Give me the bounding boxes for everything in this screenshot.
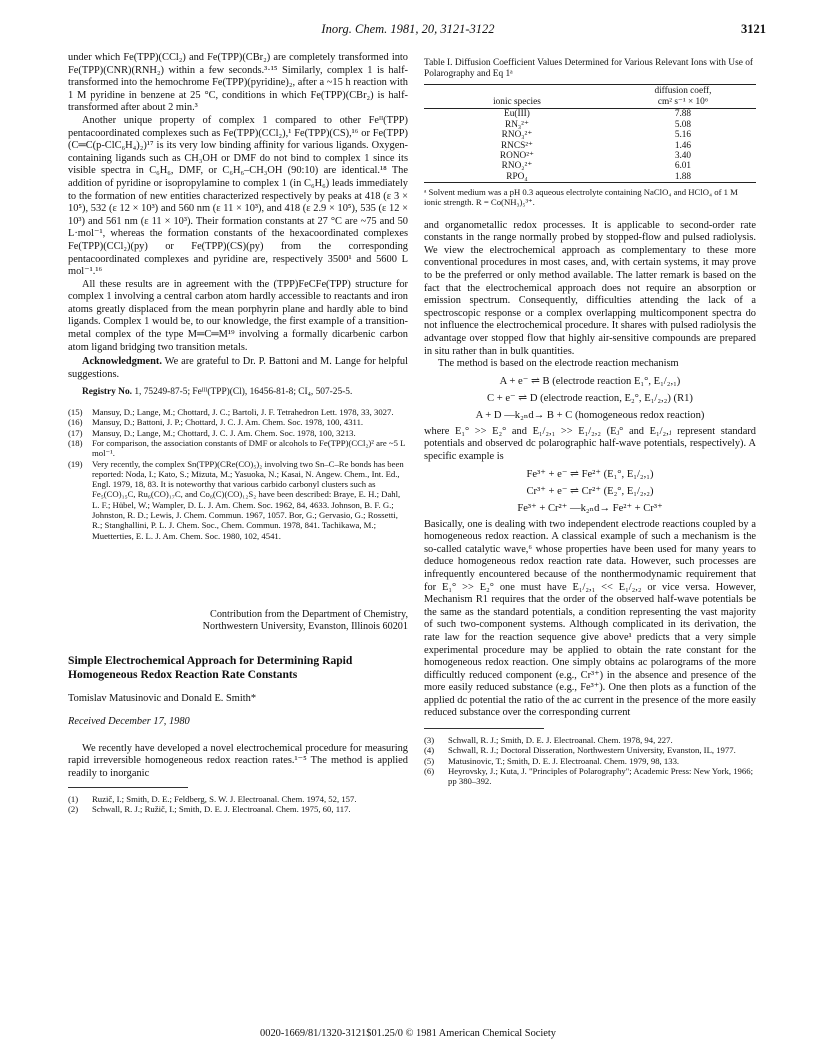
table-cell-value: 5.08 bbox=[674, 119, 692, 130]
table-body bbox=[424, 109, 756, 183]
intro-paragraph: We recently have developed a novel electrochemical procedure for measuring rapid irreversible homogeneous redox reaction rates.¹⁻⁵ The method is applied readily to inorganic bbox=[68, 742, 408, 780]
reference-item: (17) Mansuy, D.; Lange, M.; Chottard, J. C. J. Am. Chem. Soc. 1978, 100, 3213. bbox=[68, 427, 356, 438]
paragraph: under which Fe(TPP)(CCl₂) and Fe(TPP)(CBr₂) are completely transformed into Fe(TPP)(CNR)(RNH₂) within a few seconds.³·¹⁵ Similarly, complex 1 is half-transformed into the hemochrome Fe(TPP)(pyridine)₂, after a ~15 h reaction with 1 M pyridine in benzene at 25 °C, conditions in which Fe(TPP)(CBr₂) is half-transformed after about 2 min.³ bbox=[68, 52, 408, 114]
paragraph: The method is based on the electrode reaction mechanism bbox=[438, 358, 679, 370]
registry-numbers bbox=[68, 386, 408, 399]
running-header bbox=[0, 22, 816, 40]
left-column bbox=[68, 52, 408, 814]
table-cell-species: RONO²⁺ bbox=[499, 151, 534, 162]
received-date: Received December 17, 1980 bbox=[68, 716, 190, 728]
paragraph: All these results are in agreement with the (TPP)FeCFe(TPP) structure for complex 1 involving a central carbon atom hardly accessible to reactants and iron atoms greatly displaced from the mean porphyrin plane and hardly able to bind ligands. Complex 1 would be, to our knowledge, the first example of a transition-metal complex of the type M═C═M¹⁹ involving a formally dicarbenic carbon atom ligand bridging two transition metals. bbox=[68, 278, 408, 353]
reference-item: (19) Very recently, the complex Sn(TPP)(CRe(CO)₅)₂ involving two Sn–C–Re bonds has been reported: Noda, I.; Kato, S.; Mizuta, M.; Yasuoka, N.; Kasai, N. Angew. Chem., Int. Ed., Engl. 1979, 18, 83. It is noteworthy that various carbido carbonyl clusters such as Fe₅(CO)₁₅C, Ru₆(CO)₁₇C, and Co₆(C)(CO)₁₂S₂ have been described: Braye, E. H.; Dahl, L. F.; Hübel, W.; Wampler, D. L. J. Am. Chem. Soc. 1962, 84, 4633. Johnson, B. F. G.; Johnston, R. D.; Lewis, J. Chem. Commun. 1967, 1057. Bor, G.; Gervasio, G.; Rossetti, R.; Stanghallini, P. L. J. Chem. Soc., Chem. Commun. 1978, 841. Tachikawa, M.; Muetterties, E. L. J. Am. Chem. Soc. 1980, 102, 4541. bbox=[68, 458, 404, 541]
table-row bbox=[424, 172, 756, 183]
journal-citation: Inorg. Chem. 1981, 20, 3121-3122 bbox=[321, 22, 495, 36]
right-column bbox=[424, 58, 756, 787]
reference-list bbox=[68, 407, 408, 541]
table-footnote: ᵃ Solvent medium was a pH 0.3 aqueous electrolyte containing NaClO₄ and HClO₄ of 1 M ionic strength. R = Co(NH₃)₅³⁺. bbox=[424, 187, 738, 208]
footnote-references bbox=[424, 735, 756, 786]
table-cell-species: RN₃²⁺ bbox=[505, 119, 529, 130]
table-cell-value: 7.88 bbox=[674, 109, 692, 120]
page-number: 3121 bbox=[741, 22, 766, 36]
table-cell-species: RPO₄ bbox=[506, 171, 528, 182]
copyright-footer: 0020-1669/81/1320-3121$01.25/0 © 1981 American Chemical Society bbox=[260, 1028, 556, 1039]
paragraph: and organometallic redox processes. It is applicable to second-order rate constants in the range normally probed by stopped-flow and pulsed radiolysis. We view the electrochemical approach as complementary to these more conventional procedures in most cases, and, with certain systems, it may prove to be the preferred or only method available. The latter remark is based on the fact that the electrochemical approach does not require an absorption or emission spectrum. Consequently, difficulties attending the lack of a spectroscopic response or a complex overlapping multicomponent spectra do not influence the electrochemical procedure. It shares with pulsed radiolysis the advantage over stopped flow that highly air-sensitive compounds are prepared in situ rather than in bulk quantities. bbox=[424, 219, 756, 357]
table-row bbox=[424, 161, 756, 171]
table-cell-value: 3.40 bbox=[674, 151, 692, 162]
acknowledgment bbox=[68, 356, 408, 381]
equation: A + D —k₂ₙd→ B + C (homogeneous redox reaction) bbox=[475, 409, 705, 421]
table-row bbox=[424, 151, 756, 161]
paragraph: where E₁° >> E₂° and E₁/₂,₁ >> E₁/₂,₂ (Eⱼ° and E₁/₂,ⱼ represent standard potentials and observed dc polarographic half-wave potentials, respectively). A specific example is bbox=[424, 425, 756, 462]
paragraph: Basically, one is dealing with two independent electrode reactions coupled by a homogeneous redox reaction. A classical example of such a mechanism is the so-called catalytic wave,⁶ whose properties have been used for many years to deduce homogeneous redox reaction rate data. However, such processes are infrequently encountered because of the nonthermodynamic requirement that for E₁° >> E₂° one must have E₁/₂,₁ << E₁/₂,₂ or vice versa. However, Mechanism R1 requires that the order of the observed half-wave potentials be the same as the standard potentials, a condition representing the vast majority of such two-component systems. Although complicated in its derivation, the rate law for the reaction sequence give above¹ predicts that a very simple experimental procedure may be applied to obtain the rate constant for the homogeneous redox reaction. One simply obtains ac polarograms of the more difficultly reduced component (e.g., Cr³⁺) in the absence and presence of the more easily reduced substance (e.g., Fe³⁺). One then plots as a function of the applied dc potential the ratio of the ac current in the presence of the more easily reduced substance over the corresponding current bbox=[424, 518, 756, 719]
reference-item: (1) Ruzič, I.; Smith, D. E.; Feldberg, S. W. J. Electroanal. Chem. 1974, 52, 157. bbox=[68, 793, 357, 804]
table-cell-species: RNCS²⁺ bbox=[500, 140, 533, 151]
reference-item: (2) Schwall, R. J.; Ružič, I.; Smith, D. E. J. Electroanal. Chem. 1975, 60, 117. bbox=[68, 803, 351, 814]
table-cell-species: RNO₃²⁺ bbox=[501, 130, 533, 141]
table-cell-species: RNO₂²⁺ bbox=[501, 161, 533, 172]
article-title: Simple Electrochemical Approach for Determining Rapid Homogeneous Redox Reaction Rate Constants bbox=[68, 654, 353, 681]
table-caption: Table I. Diffusion Coefficient Values Determined for Various Relevant Ions with Use of Polarography and Eq 1ᵃ bbox=[424, 58, 754, 80]
registry-text: 1, 75249-87-5; Feᴵᴵᴵ(TPP)(Cl), 16456-81-8; CI₄, 507-25-5. bbox=[132, 387, 353, 398]
table-header-coeff: diffusion coeff, cm² s⁻¹ × 10⁶ bbox=[654, 86, 712, 107]
diffusion-table bbox=[424, 84, 756, 183]
reference-item: (3) Schwall, R. J.; Smith, D. E. J. Electroanal. Chem. 1978, 94, 227. bbox=[424, 735, 673, 746]
table-row bbox=[424, 109, 756, 120]
footnote-divider bbox=[424, 728, 544, 729]
equation: Fe³⁺ + e⁻ ⇌ Fe²⁺ (E₁°, E₁/₂,₁) bbox=[526, 468, 654, 480]
table-cell-value: 5.16 bbox=[674, 130, 692, 141]
acknowledgment-text: We are grateful to Dr. P. Battoni and M. Lange for helpful suggestions. bbox=[68, 356, 408, 380]
reference-item: (16) Mansuy, D.; Battoni, J. P.; Chottard, J. C. J. Am. Chem. Soc. 1978, 100, 4311. bbox=[68, 417, 364, 428]
contribution-affiliation: Contribution from the Department of Chemistry, Northwestern University, Evanston, Illinois 60201 bbox=[202, 608, 408, 633]
paragraph: Another unique property of complex 1 compared to other Feᴵᴵ(TPP) pentacoordinated complexes such as Fe(TPP)(CCl₂),¹ Fe(TPP)(CS),¹⁶ or Fe(TPP)(C═C(p-ClC₆H₄)₂)¹⁷ is its very low binding affinity for various ligands. Oxygen-containing ligands such as CH₃OH or DMF do not bind to complex 1 since its visible spectra in C₆H₆, DMF, or C₆H₆–CH₃OH (90:10) are identical.¹⁸ The addition of pyridine or isopropylamine to complex 1 (in C₆H₆) leads immediately to the formation of new entities characterized respectively by peaks at 418 (ε 3 × 10⁵), 532 (ε 12 × 10³) and 560 nm (ε 11 × 10³), and 418 (ε 2.9 × 10⁵), 535 (ε 12 × 10³) and 561 nm (ε 11 × 10³). Their formation constants at 27 °C are ~75 and 50 L·mol⁻¹, whereas the formation constants of the hexacoordinated complexes Fe(TPP)(CCl₂)(py) or Fe(TPP)(CS)(py) from the corresponding pentacoordinated complexes and pyridine are, respectively 3500¹ and 5600 L mol⁻¹.¹⁶ bbox=[68, 114, 408, 278]
table-cell-value: 6.01 bbox=[674, 161, 692, 172]
equation: C + e⁻ ⇌ D (electrode reaction, E₂°, E₁/₂,₂) (R1) bbox=[487, 392, 693, 404]
equation: A + e⁻ ⇌ B (electrode reaction E₁°, E₁/₂,₁) bbox=[499, 375, 681, 387]
table-row bbox=[424, 120, 756, 130]
table-cell-value: 1.46 bbox=[674, 140, 692, 151]
reference-item: (4) Schwall, R. J.; Doctoral Disseration, Northwestern University, Evanston, IL, 1977. bbox=[424, 745, 736, 756]
article-authors: Tomislav Matusinovic and Donald E. Smith* bbox=[68, 692, 257, 704]
equation: Cr³⁺ + e⁻ ⇌ Cr²⁺ (E₂°, E₁/₂,₂) bbox=[526, 485, 654, 497]
table-row bbox=[424, 141, 756, 151]
reference-item: (6) Heyrovsky, J.; Kuta, J. "Principles of Polarography"; Academic Press: New York, 1966; pp 380–392. bbox=[424, 765, 754, 787]
registry-label: Registry No. bbox=[82, 387, 132, 398]
reference-item: (5) Matusinovic, T.; Smith, D. E. J. Electroanal. Chem. 1979, 98, 133. bbox=[424, 755, 680, 766]
table-row bbox=[424, 130, 756, 140]
table-cell-species: Eu(III) bbox=[504, 109, 530, 120]
footnote-divider bbox=[68, 787, 188, 788]
footnote-references bbox=[68, 794, 408, 815]
table-header-species: ionic species bbox=[493, 96, 541, 107]
reference-item: (15) Mansuy, D.; Lange, M.; Chottard, J. C.; Bartoli, J. F. Tetrahedron Lett. 1978, 33, 3027. bbox=[68, 407, 394, 418]
equation: Fe³⁺ + Cr²⁺ —k₂ₙd→ Fe²⁺ + Cr³⁺ bbox=[517, 502, 663, 514]
acknowledgment-label: Acknowledgment. bbox=[82, 356, 162, 368]
table-cell-value: 1.88 bbox=[674, 171, 692, 182]
reference-item: (18) For comparison, the association constants of DMF or alcohols to Fe(TPP)(CCl₂)² are ~5 L mol⁻¹. bbox=[68, 437, 406, 459]
